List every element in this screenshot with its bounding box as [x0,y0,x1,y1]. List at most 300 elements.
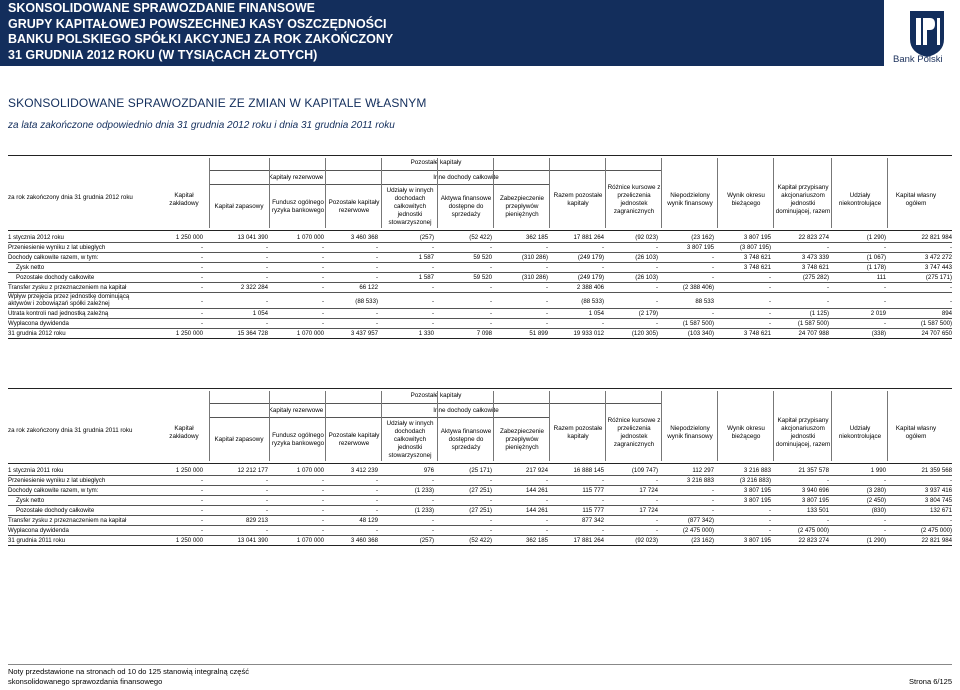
row-label-line: Zysk netto [16,264,45,271]
row-value: (52 422) [469,537,492,544]
row-value: 88 533 [695,298,714,305]
row-value: 2 322 284 [240,284,268,291]
table-column-rule [549,391,550,461]
row-label-line: Wpływ przejęcia przez jednostkę dominującą [8,293,130,300]
row-value: - [200,298,203,305]
document-title: SKONSOLIDOWANE SPRAWOZDANIE ZE ZMIAN W KAPITALE WŁASNYM [8,96,427,110]
row-value: (338) [871,330,886,337]
column-header-fundusz-ogolnego: Fundusz ogólnego ryzyka bankowego [271,199,325,214]
row-value: (27 251) [469,487,492,494]
table-row [0,496,960,505]
row-value: - [655,517,658,524]
table-column-rule [605,158,606,228]
row-value: (2 475 000) [920,527,952,534]
row-value: - [321,274,324,281]
row-value: (27 251) [469,507,492,514]
table-column-rule [325,158,326,228]
row-value: - [375,487,378,494]
row-value: 1 250 000 [175,467,203,474]
row-value: 3 460 368 [350,234,378,241]
row-value: - [883,527,886,534]
row-value: - [321,507,324,514]
row-label-line: Transfer zysku z przeznaczeniem na kapitał [8,517,127,524]
row-value: (1 125) [809,310,829,317]
row-value: 829 213 [245,517,268,524]
row-value: (23 162) [691,537,714,544]
row-value: 3 472 272 [924,254,952,261]
row-value: - [601,497,604,504]
row-value: 3 940 696 [801,487,829,494]
table-row [0,243,960,252]
row-value: (1 067) [866,254,886,261]
row-value: - [768,298,771,305]
row-value: - [200,264,203,271]
row-value: 3 937 416 [924,487,952,494]
row-value: - [655,298,658,305]
row-value: - [711,310,714,317]
row-value: 17 724 [639,487,658,494]
row-label [16,506,94,515]
row-value: - [826,517,829,524]
row-value: - [545,310,548,317]
row-value: - [321,497,324,504]
row-value: - [883,284,886,291]
column-header-udzialy-w-innych: Udziały w innych dochodach całkowitych jednostki stowarzyszonej [386,420,434,459]
row-value: - [431,244,434,251]
row-value: 17 881 264 [573,234,604,241]
row-value: 15 364 728 [237,330,268,337]
row-value: 22 821 984 [921,234,952,241]
row-value: (3 216 883) [739,477,771,484]
row-value: - [655,477,658,484]
row-value: 1 070 000 [296,234,324,241]
table-row [0,319,960,328]
row-value: - [768,527,771,534]
row-value: - [826,477,829,484]
row-value: - [489,284,492,291]
column-header-pozostale-kapitaly-rezerwowe: Pozostałe kapitały rezerwowe [328,432,380,447]
row-value: (275 171) [925,274,952,281]
row-label-line: 1 stycznia 2011 roku [8,467,64,474]
row-value: 3 807 195 [743,497,771,504]
row-value: - [655,527,658,534]
row-value: 111 [876,274,886,281]
table-row [0,309,960,318]
row-value: - [545,264,548,271]
row-value: 112 297 [692,467,714,474]
row-value: 21 357 578 [798,467,829,474]
row-value: (877 342) [687,517,714,524]
report-header-band [0,0,960,66]
row-value: 3 216 883 [686,477,714,484]
row-value: - [655,320,658,327]
row-label [8,486,98,495]
row-value: 59 520 [473,274,492,281]
row-value: - [883,517,886,524]
column-header-udzialy-niekontrolujace: Udziały niekontrolujące [838,425,882,440]
row-value: - [375,507,378,514]
row-value: 19 933 012 [573,330,604,337]
column-header-pozostale-kapitaly-rezerwowe: Pozostałe kapitały rezerwowe [328,199,380,214]
row-value: 3 807 195 [743,537,771,544]
row-value: - [601,320,604,327]
row-value: - [711,264,714,271]
table-column-rule [831,391,832,461]
row-value: - [768,274,771,281]
row-value: 115 777 [582,487,604,494]
row-value: - [545,517,548,524]
header-bottom-rule [8,230,952,231]
table-column-rule [773,391,774,461]
row-label-line: Transfer zysku z przeznaczeniem na kapitał [8,284,127,291]
table-row [0,273,960,282]
row-value: (1 178) [866,264,886,271]
row-value: - [321,487,324,494]
row-value: (92 023) [635,537,658,544]
row-value: 144 261 [525,507,548,514]
table-column-rule [549,158,550,228]
table-period-label: za rok zakończony dnia 31 grudnia 2011 roku [8,427,133,434]
table-period-label: za rok zakończony dnia 31 grudnia 2012 roku [8,194,133,201]
row-value: 13 041 390 [237,234,268,241]
table-column-rule [269,391,270,461]
row-value: - [265,298,268,305]
row-value: 1 070 000 [296,330,324,337]
table-row [0,293,960,308]
row-value: - [375,264,378,271]
row-label [8,283,126,292]
table-column-rule [605,391,606,461]
row-value: (310 286) [521,254,548,261]
table-column-rule [269,158,270,228]
row-value: - [883,298,886,305]
row-label [16,263,44,272]
row-value: - [200,527,203,534]
row-value: 3 460 368 [350,537,378,544]
logo-area [884,0,960,66]
row-value: - [321,298,324,305]
row-value: - [200,517,203,524]
row-label [8,516,126,525]
column-header-aktywa-finansowe: Aktywa finansowe dostępne do sprzedaży [440,195,492,218]
table-column-rule [493,391,494,461]
table-column-rule [437,391,438,461]
row-value: 1 587 [418,254,434,261]
row-value: - [321,284,324,291]
table-row [0,263,960,272]
row-value: (1 587 500) [682,320,714,327]
row-value: - [375,254,378,261]
footer-divider [8,664,952,665]
row-value: 12 212 177 [237,467,268,474]
row-value: (52 422) [469,234,492,241]
row-label [16,496,44,505]
table-total-row [0,536,960,545]
table-bottom-rule [8,338,952,339]
row-value: 3 807 195 [743,234,771,241]
row-value: 24 707 650 [921,330,952,337]
column-header-kapital-zakladowy: Kapitał zakładowy [169,425,199,440]
row-value: - [489,310,492,317]
table-row [0,516,960,525]
header-inne-dochody: Inne dochody całkowite [433,406,499,414]
row-value: 17 881 264 [573,537,604,544]
table-column-rule [717,158,718,228]
row-value: - [431,320,434,327]
row-value: - [431,477,434,484]
row-label [8,243,105,252]
row-label [8,536,65,545]
footer-note-line2: skonsolidowanego sprawozdania finansowego [8,677,163,686]
row-value: - [711,487,714,494]
header-group-rule [210,403,662,404]
row-label-line: Pozostałe dochody całkowite [16,507,95,514]
row-value: - [375,310,378,317]
row-value: - [265,254,268,261]
column-header-udzialy-w-innych: Udziały w innych dochodach całkowitych jednostki stowarzyszonej [386,187,434,226]
table-row [0,233,960,242]
row-value: - [431,298,434,305]
row-value: - [265,477,268,484]
row-value: 133 501 [806,507,829,514]
row-label-line: Wypłacona dywidenda [8,320,69,327]
row-value: 51 899 [529,330,548,337]
row-label-line: Dochody całkowite razem, w tym: [8,487,99,494]
row-value: - [711,274,714,281]
row-value: - [375,320,378,327]
row-value: - [883,244,886,251]
row-value: 1 070 000 [296,537,324,544]
row-value: 115 777 [582,507,604,514]
column-header-kapital-zakladowy: Kapitał zakładowy [169,192,199,207]
column-header-udzialy-niekontrolujace: Udziały niekontrolujące [838,192,882,207]
column-header-razem-pozostale: Razem pozostałe kapitały [553,192,603,207]
row-value: - [431,527,434,534]
row-value: 1 054 [588,310,604,317]
row-value: - [489,320,492,327]
table-column-rule [773,158,774,228]
row-value: 3 748 621 [801,264,829,271]
table-column-rule [381,391,382,461]
row-value: - [601,477,604,484]
column-header-wynik-okresu: Wynik okresu bieżącego [727,425,765,440]
row-value: - [321,264,324,271]
column-header-roznice-kursowe: Różnice kursowe z przeliczenia jednostek zagranicznych [607,417,661,448]
document-subtitle: za lata zakończone odpowiednio dnia 31 grudnia 2012 roku i dnia 31 grudnia 2011 roku [8,120,395,131]
row-label [16,273,94,282]
row-value: 3 748 621 [743,254,771,261]
row-value: - [265,244,268,251]
table-column-rule [831,158,832,228]
row-value: - [375,477,378,484]
report-header-title [8,1,393,63]
row-value: - [489,477,492,484]
table-bottom-rule [8,545,952,546]
row-value: (1 233) [414,507,434,514]
row-value: - [200,244,203,251]
row-value: - [265,507,268,514]
table-row [0,466,960,475]
table-column-rule [381,158,382,228]
row-value: (310 286) [521,274,548,281]
column-header-kapital-przypisany: Kapitał przypisany akcjonariuszom jednostki dominującej, razem [775,184,831,215]
row-value: 2 388 406 [576,284,604,291]
column-header-zabezpieczenie: Zabezpieczenie przepływów pieniężnych [499,428,545,451]
row-value: (88 533) [581,298,604,305]
row-value: 144 261 [525,487,548,494]
row-label [8,319,69,328]
row-value: - [768,310,771,317]
table-row [0,253,960,262]
row-value: - [489,527,492,534]
table-row [0,506,960,515]
table-row [0,486,960,495]
row-value: - [321,320,324,327]
row-value: 22 823 274 [798,234,829,241]
row-value: - [489,517,492,524]
header-title-line: BANKU POLSKIEGO SPÓŁKI AKCYJNEJ ZA ROK ZAKOŃCZONY [8,32,394,46]
row-value: 24 707 988 [798,330,829,337]
row-value: - [321,527,324,534]
row-value: - [826,284,829,291]
brand-name: Bank Polski [893,54,943,65]
table-total-row [0,329,960,338]
row-value: - [949,517,952,524]
row-value: 1 250 000 [175,537,203,544]
row-value: - [711,497,714,504]
row-label-line: 31 grudnia 2012 roku [8,330,66,337]
column-header-kapital-wlasny: Kapitał własny ogółem [895,192,937,207]
table-top-rule [8,388,952,389]
row-value: - [545,497,548,504]
row-value: - [601,244,604,251]
row-value: (25 171) [469,467,492,474]
row-value: - [883,320,886,327]
column-header-niepodzielony: Niepodzielony wynik finansowy [667,425,713,440]
column-header-niepodzielony: Niepodzielony wynik finansowy [667,192,713,207]
row-value: - [321,254,324,261]
equity-table-table_2011 [0,388,960,563]
row-value: (88 533) [355,298,378,305]
row-value: - [768,507,771,514]
row-label [8,253,98,262]
header-inne-dochody: Inne dochody całkowite [433,173,499,181]
row-value: (26 103) [635,254,658,261]
row-value: - [265,320,268,327]
header-title-line: GRUPY KAPITAŁOWEJ POWSZECHNEJ KASY OSZCZĘDNOŚCI [8,16,387,31]
row-value: - [949,284,952,291]
table-column-rule [887,391,888,461]
row-label [8,293,129,307]
row-value: (120 305) [631,330,658,337]
row-value: (103 340) [687,330,714,337]
row-value: - [489,497,492,504]
header-kapitaly-rezerwowe: Kapitały rezerwowe [268,173,324,181]
row-value: (249 179) [577,254,604,261]
row-value: - [489,264,492,271]
row-value: (1 587 500) [797,320,829,327]
header-pozostale-kapitaly: Pozostałe kapitały [410,392,462,399]
header-title-line: SKONSOLIDOWANE SPRAWOZDANIE FINANSOWE [8,1,315,15]
row-value: - [265,264,268,271]
header-bottom-rule [8,463,952,464]
row-value: - [431,497,434,504]
row-value: (275 282) [802,274,829,281]
row-value: 362 185 [525,537,548,544]
row-value: 132 671 [929,507,952,514]
row-value: (1 587 500) [920,320,952,327]
row-value: - [200,254,203,261]
column-header-razem-pozostale: Razem pozostałe kapitały [553,425,603,440]
table-top-rule [8,155,952,156]
row-value: 894 [941,310,952,317]
header-kapitaly-rezerwowe: Kapitały rezerwowe [268,406,324,414]
column-header-kapital-przypisany: Kapitał przypisany akcjonariuszom jednostki dominującej, razem [775,417,831,448]
column-header-kapital-zapasowy: Kapitał zapasowy [214,436,264,443]
row-value: 3 748 621 [743,330,771,337]
table-column-rule [717,391,718,461]
table-column-rule [325,391,326,461]
row-label [8,466,63,475]
row-value: - [375,244,378,251]
row-value: (1 290) [866,537,886,544]
row-value: - [321,477,324,484]
row-value: (26 103) [635,274,658,281]
table-column-rule [209,158,210,228]
row-value: - [431,310,434,317]
column-header-aktywa-finansowe: Aktywa finansowe dostępne do sprzedaży [440,428,492,451]
row-value: (2 450) [866,497,886,504]
table-column-rule [209,391,210,461]
row-value: 3 804 745 [924,497,952,504]
row-value: - [711,507,714,514]
row-value: - [655,284,658,291]
row-value: 1 990 [870,467,886,474]
column-header-kapital-zapasowy: Kapitał zapasowy [214,203,264,210]
row-value: - [265,487,268,494]
row-value: (257) [419,234,434,241]
row-value: (1 233) [414,487,434,494]
column-header-fundusz-ogolnego: Fundusz ogólnego ryzyka bankowego [271,432,325,447]
row-value: 13 041 390 [237,537,268,544]
row-value: - [375,527,378,534]
row-value: 22 823 274 [798,537,829,544]
row-value: - [601,264,604,271]
row-value: 3 807 195 [801,497,829,504]
row-value: 3 748 621 [743,264,771,271]
row-value: - [489,244,492,251]
row-value: - [200,274,203,281]
row-label-line: Przeniesienie wyniku z lat ubiegłych [8,244,106,251]
row-value: 1 054 [252,310,268,317]
row-value: - [545,527,548,534]
row-value: - [545,320,548,327]
row-value: (109 747) [631,467,658,474]
row-label-line: Utrata kontroli nad jednostką zależną [8,310,109,317]
row-label-line: Dochody całkowite razem, w tym: [8,254,99,261]
column-header-roznice-kursowe: Różnice kursowe z przeliczenia jednostek zagranicznych [607,184,661,215]
row-value: - [375,274,378,281]
row-value: 1 250 000 [175,234,203,241]
row-value: (249 179) [577,274,604,281]
row-value: - [321,244,324,251]
table-column-rule [493,158,494,228]
row-value: 3 437 957 [350,330,378,337]
table-column-rule [887,158,888,228]
row-value: - [826,298,829,305]
row-value: - [883,477,886,484]
row-value: 17 724 [639,507,658,514]
